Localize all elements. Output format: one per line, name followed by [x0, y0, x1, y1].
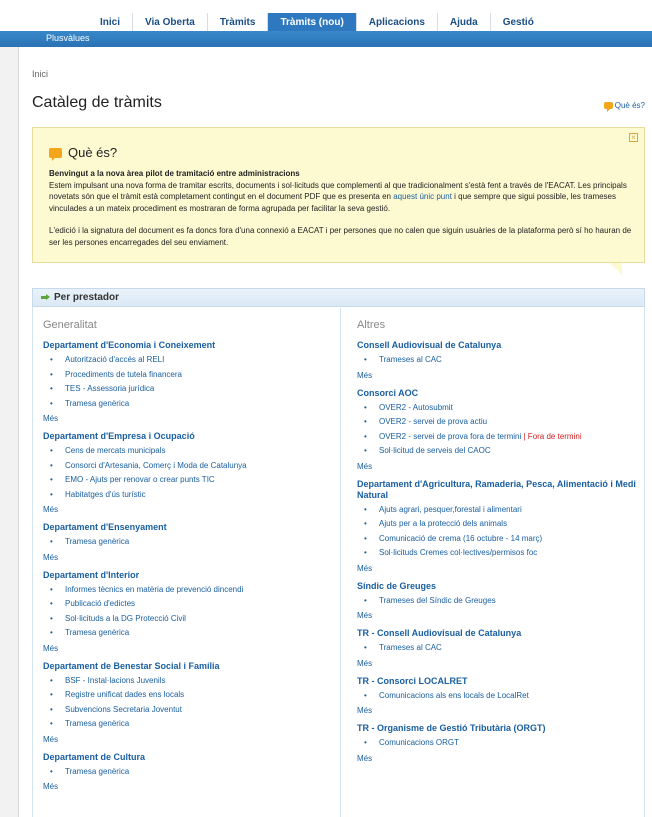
tab-gesti[interactable]: Gestió: [491, 13, 546, 31]
procedure-text-wrap: [65, 459, 247, 474]
more-link[interactable]: Més: [357, 370, 373, 380]
procedure-text-wrap: [379, 415, 487, 430]
what-is-link[interactable]: [604, 101, 645, 110]
provider-group: [357, 628, 642, 671]
column-generalitat: [43, 319, 333, 799]
bullet-icon: •: [50, 704, 53, 714]
procedure-link[interactable]: Comunicacions als ens locals de LocalRet: [379, 690, 529, 700]
procedure-list: [357, 689, 642, 704]
info-para1-end: i que sempre que sigui possible, les trameses vinculades a un mateix procediment es mostraran de forma agrupada per facilitar la seva gestió.: [49, 192, 617, 213]
provider-name-link[interactable]: Departament d'Economia i Coneixement: [43, 340, 216, 350]
procedure-text-wrap: [65, 612, 186, 627]
procedure-item[interactable]: [364, 444, 642, 459]
procedure-item[interactable]: [364, 353, 642, 368]
procedure-item[interactable]: [50, 382, 333, 397]
procedure-item[interactable]: [50, 397, 333, 412]
bullet-icon: •: [50, 675, 53, 685]
procedure-link[interactable]: EMO - Ajuts per renovar o crear punts TIC: [65, 475, 215, 484]
procedure-link[interactable]: Ajuts agrari, pesquer,forestal i alimentari: [379, 504, 522, 514]
provider-name-link[interactable]: TR - Consell Audiovisual de Catalunya: [357, 628, 522, 638]
procedure-item[interactable]: [364, 517, 642, 532]
procedure-list: [43, 353, 333, 411]
procedure-item[interactable]: [50, 688, 333, 703]
provider-group: [357, 388, 642, 474]
procedure-link[interactable]: OVER2 - Autosubmit: [379, 402, 453, 412]
procedure-link[interactable]: Comunicacions ORGT: [379, 738, 460, 747]
provider-name-link[interactable]: Departament de Benestar Social i Família: [43, 660, 220, 671]
left-sidebar-strip: [0, 47, 19, 817]
provider-name-link[interactable]: Departament d'Ensenyament: [43, 522, 167, 532]
bullet-icon: •: [364, 355, 367, 364]
tab-inici[interactable]: Inici: [88, 13, 132, 31]
procedure-item[interactable]: [364, 415, 642, 430]
procedure-item[interactable]: [50, 597, 333, 612]
bullet-icon: •: [50, 369, 53, 379]
procedure-text-wrap: [65, 688, 184, 703]
procedure-item[interactable]: [50, 444, 333, 459]
speech-bubble-icon: [49, 148, 62, 158]
procedure-text-wrap: [65, 488, 146, 503]
provider-group: [43, 431, 333, 517]
more-link[interactable]: Més: [43, 782, 59, 791]
procedure-item[interactable]: [50, 459, 333, 474]
procedure-item[interactable]: [50, 583, 333, 598]
procedure-link[interactable]: Publicació d'edictes: [65, 599, 136, 608]
provider-group: [43, 661, 333, 747]
more-link[interactable]: Més: [357, 611, 373, 620]
procedure-link[interactable]: Tramesa genèrica: [65, 766, 130, 776]
provider-list-generalitat: [43, 340, 333, 794]
procedure-item[interactable]: [50, 353, 333, 368]
tab-ajuda[interactable]: Ajuda: [438, 13, 490, 31]
bullet-icon: •: [50, 355, 53, 364]
provider-group: [43, 752, 333, 795]
provider-group: [43, 340, 333, 426]
procedure-link[interactable]: Subvencions Secretaria Joventut: [65, 704, 182, 714]
procedure-link[interactable]: Trameses al CAC: [379, 355, 442, 364]
procedure-link[interactable]: Registre unificat dades ens locals: [65, 690, 185, 699]
page-title: Catàleg de tràmits: [32, 94, 162, 111]
provider-group: [43, 522, 333, 565]
more-link[interactable]: Més: [43, 552, 59, 562]
sub-navigation-bar: [0, 31, 652, 47]
more-link[interactable]: Més: [43, 643, 59, 653]
more-link[interactable]: Més: [357, 563, 373, 573]
procedure-item[interactable]: [50, 674, 333, 689]
more-link[interactable]: Més: [43, 414, 59, 423]
procedure-text-wrap: [379, 641, 442, 656]
top-navigation: [0, 0, 652, 31]
procedure-link[interactable]: OVER2 - servei de prova actiu: [379, 417, 488, 426]
callout-pointer: [610, 263, 622, 275]
procedure-item[interactable]: [50, 535, 333, 550]
procedure-link[interactable]: Trameses del Síndic de Greuges: [379, 595, 496, 605]
procedure-item[interactable]: [364, 689, 642, 704]
tab-tr-mits-nou[interactable]: Tràmits (nou): [268, 13, 355, 31]
bullet-icon: •: [364, 643, 367, 652]
procedure-list: [357, 503, 642, 561]
bullet-icon: •: [50, 766, 53, 776]
more-link[interactable]: Més: [357, 461, 373, 471]
procedure-item[interactable]: [50, 488, 333, 503]
procedure-item[interactable]: [50, 612, 333, 627]
procedure-text-wrap: [65, 583, 243, 598]
procedure-list: [43, 444, 333, 502]
procedure-text-wrap: [379, 517, 507, 532]
single-point-link[interactable]: aquest únic punt: [393, 192, 452, 201]
procedure-item[interactable]: [364, 430, 642, 445]
procedure-list: [357, 736, 642, 751]
bullet-icon: •: [50, 719, 53, 728]
procedure-link[interactable]: Consorci d'Artesania, Comerç i Moda de Catalunya: [65, 460, 247, 470]
procedure-text-wrap: [65, 765, 129, 780]
info-text: [49, 168, 637, 259]
bullet-icon: •: [364, 533, 367, 543]
procedure-item[interactable]: [50, 626, 333, 641]
procedure-text-wrap: [65, 597, 135, 612]
procedure-text-wrap: [65, 353, 164, 368]
tab-tr-mits[interactable]: Tràmits: [208, 13, 268, 31]
close-icon[interactable]: ×: [629, 133, 638, 142]
procedure-text-wrap: [65, 397, 129, 412]
bullet-icon: •: [50, 384, 53, 393]
procedure-item[interactable]: [364, 401, 642, 416]
more-link[interactable]: Més: [357, 658, 373, 668]
procedure-text-wrap: [65, 444, 165, 459]
procedure-item[interactable]: [50, 717, 333, 732]
procedure-link[interactable]: TES - Assessoria jurídica: [65, 384, 155, 393]
procedure-link[interactable]: Cens de mercats municipals: [65, 446, 166, 455]
info-title: Què és?: [68, 145, 118, 160]
procedure-link[interactable]: Procediments de tutela financera: [65, 369, 182, 379]
provider-name-link[interactable]: TR - Consorci LOCALRET: [357, 675, 468, 686]
procedure-text-wrap: [379, 401, 453, 416]
provider-name-link[interactable]: Departament d'Empresa i Ocupació: [43, 431, 195, 441]
procedure-text-wrap: [379, 532, 542, 547]
provider-group: [357, 676, 642, 719]
procedure-link[interactable]: Tramesa genèrica: [65, 537, 130, 546]
procedure-item[interactable]: [364, 736, 642, 751]
procedure-item[interactable]: [364, 546, 642, 561]
bullet-icon: •: [364, 738, 367, 747]
procedure-text-wrap: [379, 353, 442, 368]
column-title-generalitat: Generalitat: [43, 319, 97, 331]
bullet-icon: •: [364, 446, 367, 455]
procedure-text-wrap: [379, 503, 522, 518]
procedure-link[interactable]: Habitatges d'ús turístic: [65, 489, 146, 499]
procedure-item[interactable]: [50, 473, 333, 488]
info-heading: [49, 145, 117, 160]
procedure-text-wrap: [65, 674, 165, 689]
info-para2: L'edició i la signatura del document es fa doncs fora d'una connexió a EACAT i per persones que no calen que siguin usuàries de la plataforma però sí ho hauran de ser les persones encarregades del seu enviament.: [49, 226, 632, 247]
procedure-link[interactable]: Sol·licitud de serveis del CAOC: [379, 446, 491, 455]
provider-name-link[interactable]: Consell Audiovisual de Catalunya: [357, 340, 502, 350]
provider-group: [357, 479, 642, 576]
procedure-link[interactable]: Ajuts per a la protecció dels animals: [379, 519, 508, 528]
speech-bubble-icon: [604, 102, 613, 109]
provider-name-link[interactable]: TR - Organisme de Gestió Tributària (ORGT): [357, 723, 546, 733]
bullet-icon: •: [364, 504, 367, 514]
provider-name-link[interactable]: Síndic de Greuges: [357, 580, 437, 591]
more-link[interactable]: Més: [43, 734, 59, 744]
breadcrumb[interactable]: Inici: [32, 69, 49, 79]
bullet-icon: •: [364, 519, 367, 528]
bullet-icon: •: [50, 489, 53, 499]
procedure-text-wrap: [65, 368, 182, 383]
procedure-link[interactable]: OVER2 - servei de prova fora de termini: [379, 431, 522, 441]
out-of-term-label: | Fora de termini: [521, 431, 582, 441]
procedure-list: [357, 594, 642, 609]
bullet-icon: •: [50, 628, 53, 637]
bullet-icon: •: [50, 460, 53, 470]
procedure-text-wrap: [379, 736, 459, 751]
procedure-link[interactable]: Comunicació de crema (16 octubre - 14 març): [379, 533, 543, 543]
bullet-icon: •: [50, 690, 53, 699]
procedure-list: [43, 583, 333, 641]
provider-list-altres: [357, 340, 642, 766]
more-link[interactable]: Més: [43, 505, 59, 514]
procedure-text-wrap: [65, 473, 215, 488]
bullet-icon: •: [50, 446, 53, 455]
bullet-icon: •: [364, 548, 367, 557]
procedure-item[interactable]: [50, 765, 333, 780]
procedure-item[interactable]: [50, 703, 333, 718]
procedure-list: [43, 765, 333, 780]
bullet-icon: •: [50, 599, 53, 608]
info-para1-start: Estem impulsant una nova forma de tramitar escrits, documents i sol·licituds que complementi al que tradicionalment s'està fent a través de l'EACAT. Les principals novetats són que el tràmit està completament contingut en el document PDF que es presenta en: [49, 180, 627, 201]
bullet-icon: •: [364, 402, 367, 412]
procedure-link[interactable]: Trameses al CAC: [379, 643, 442, 652]
bullet-icon: •: [50, 613, 53, 623]
panel-header: [32, 288, 645, 307]
procedure-item[interactable]: [364, 594, 642, 609]
procedure-text-wrap: [65, 535, 129, 550]
procedure-link[interactable]: Informes tècnics en matèria de prevenció dincendi: [65, 584, 244, 594]
procedure-list: [357, 641, 642, 656]
provider-group: [43, 570, 333, 656]
provider-group: [357, 581, 642, 624]
procedure-link[interactable]: Tramesa genèrica: [65, 719, 130, 728]
bullet-icon: •: [50, 475, 53, 484]
more-link[interactable]: Més: [357, 706, 373, 715]
provider-group: [357, 723, 642, 766]
procedure-item[interactable]: [364, 503, 642, 518]
bullet-icon: •: [364, 417, 367, 426]
procedure-text-wrap: [379, 444, 491, 459]
procedure-item[interactable]: [364, 641, 642, 656]
procedure-text-wrap: [65, 717, 129, 732]
procedure-list: [357, 401, 642, 459]
procedure-link[interactable]: BSF - Instal·lacions Juvenils: [65, 675, 166, 685]
column-title-altres: Altres: [357, 319, 386, 331]
procedure-list: [43, 674, 333, 732]
provider-name-link[interactable]: Consorci AOC: [357, 387, 419, 398]
procedure-list: [43, 535, 333, 550]
info-intro: Benvingut a la nova àrea pilot de tramitació entre administracions: [49, 169, 300, 178]
procedure-item[interactable]: [50, 368, 333, 383]
column-altres: [357, 319, 642, 771]
bullet-icon: •: [50, 398, 53, 408]
nav-tabs: [88, 13, 546, 31]
bullet-icon: •: [364, 595, 367, 605]
bullet-icon: •: [364, 431, 367, 441]
bullet-icon: •: [364, 690, 367, 700]
procedure-link[interactable]: Autorització d'accés al RELI: [65, 355, 165, 364]
info-box: [32, 127, 645, 263]
provider-name-link[interactable]: Departament d'Interior: [43, 569, 140, 580]
procedure-text-wrap: [379, 594, 496, 609]
procedure-text-wrap: [379, 430, 582, 445]
procedure-link[interactable]: Tramesa genèrica: [65, 628, 130, 637]
procedure-text-wrap: [379, 689, 529, 704]
what-is-link-label: Què és?: [614, 101, 645, 110]
procedure-list: [357, 353, 642, 368]
more-link[interactable]: Més: [357, 753, 373, 763]
procedure-item[interactable]: [364, 532, 642, 547]
provider-name-link[interactable]: Departament d'Agricultura, Ramaderia, Pesca, Alimentació i Medi Natural: [357, 478, 636, 500]
procedure-text-wrap: [65, 626, 129, 641]
column-divider: [340, 308, 341, 817]
procedure-link[interactable]: Tramesa genèrica: [65, 398, 130, 408]
bullet-icon: •: [50, 537, 53, 546]
procedure-text-wrap: [65, 703, 182, 718]
procedure-link[interactable]: Sol·licituds Cremes col·lectives/permisos foc: [379, 548, 538, 557]
procedure-text-wrap: [65, 382, 154, 397]
procedure-text-wrap: [379, 546, 537, 561]
subnav-link-plusvalues[interactable]: Plusvàlues: [46, 33, 90, 43]
procedure-link[interactable]: Sol·licituds a la DG Protecció Civil: [65, 613, 186, 623]
panel-title: Per prestador: [54, 292, 120, 303]
bullet-icon: •: [50, 584, 53, 594]
tab-via-oberta[interactable]: Via Oberta: [133, 13, 207, 31]
provider-name-link[interactable]: Departament de Cultura: [43, 751, 146, 762]
arrow-right-icon: [41, 294, 50, 301]
provider-group: [357, 340, 642, 383]
tab-aplicacions[interactable]: Aplicacions: [357, 13, 437, 31]
